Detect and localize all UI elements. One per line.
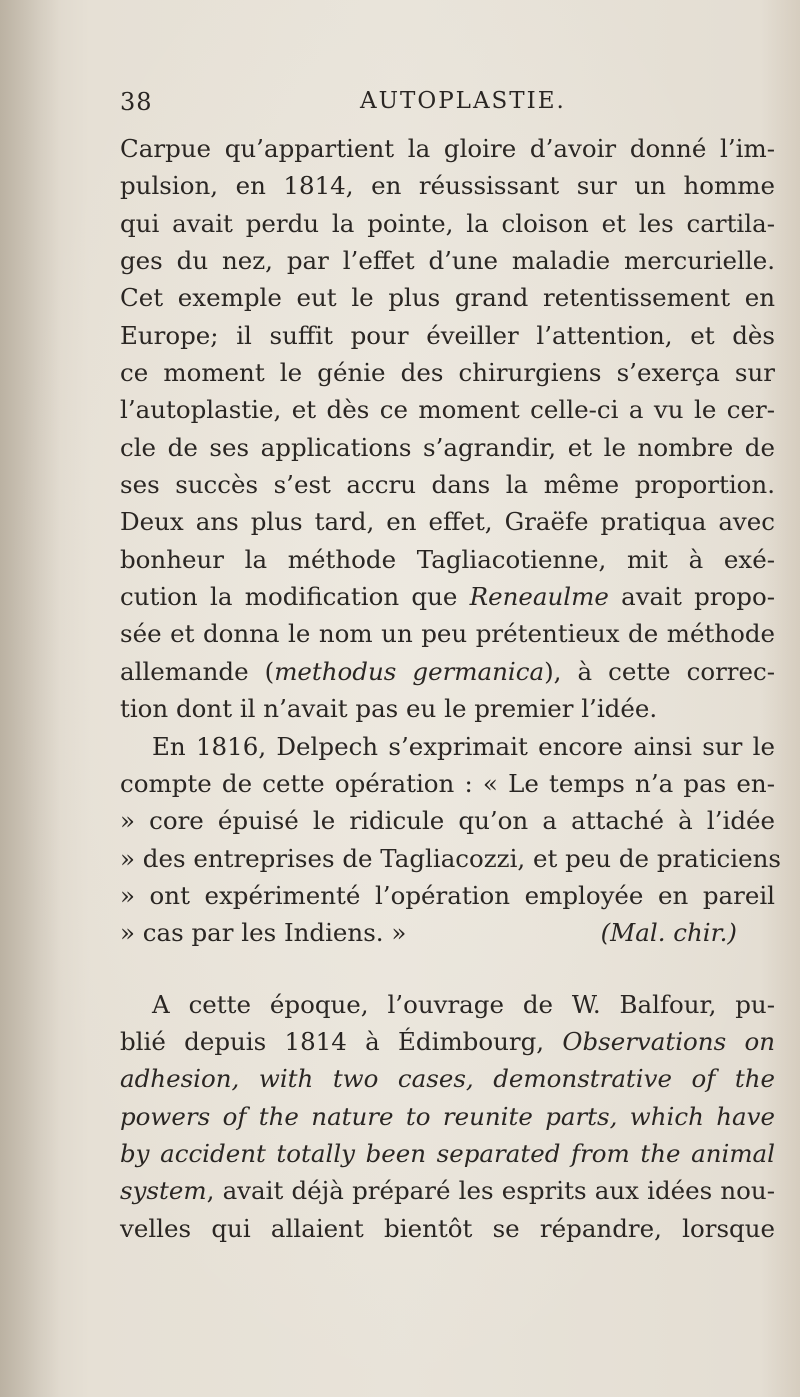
text-line [120, 1172, 775, 1209]
italic-name: Reneaulme [469, 582, 609, 612]
text-line: ses succès s’est accru dans la même proportion. [120, 470, 775, 500]
italic-latin: methodus germanica [274, 656, 545, 686]
text-line: Deux ans plus tard, en effet, Graëfe pratiqua avec [120, 507, 775, 537]
text-line [120, 914, 775, 951]
text-line [120, 1135, 775, 1172]
text-line: » ont expérimenté l’opération employée en pareil [120, 880, 775, 910]
italic-title: adhesion, with two cases, demonstrative of the [120, 1064, 775, 1094]
text-line: tion dont il n’avait pas eu le premier l’idée. [120, 694, 658, 724]
text-line: bonheur la méthode Tagliacotienne, mit à exé- [120, 544, 775, 574]
text-line: A cette époque, l’ouvrage de W. Balfour, pu- [152, 989, 775, 1019]
citation-reference: (Mal. chir.) [600, 918, 737, 948]
italic-title: by accident totally been separated from the animal [120, 1138, 775, 1168]
text-line: pulsion, en 1814, en réussissant sur un homme [120, 171, 775, 201]
italic-title: Observations on [562, 1026, 775, 1056]
text-line: Carpue qu’appartient la gloire d’avoir donné l’im- [120, 134, 775, 163]
text-line [120, 1098, 775, 1135]
text-line: Europe; il suffit pour éveiller l’attention, et dès [120, 320, 775, 350]
text-run: avait propo- [608, 582, 775, 612]
text-line: sée et donna le nom un peu prétentieux de méthode [120, 619, 775, 649]
text-line [120, 653, 775, 690]
text-line: ce moment le génie des chirurgiens s’exerça sur [120, 358, 775, 388]
text-line: ges du nez, par l’effet d’une maladie mercurielle. [120, 246, 775, 276]
text-line: compte de cette opération : « Le temps n’a pas en- [120, 768, 775, 798]
text-run: , avait déjà préparé les esprits aux idées nou- [206, 1176, 775, 1206]
italic-title: powers of the nature to reunite parts, which have [120, 1101, 775, 1131]
text-line [120, 1023, 775, 1060]
italic-title: system [120, 1176, 207, 1206]
text-line: » des entreprises de Tagliacozzi, et peu de praticiens [120, 843, 781, 873]
running-title: AUTOPLASTIE. [360, 88, 566, 114]
text-run: allemande ( [120, 656, 275, 686]
text-line: qui avait perdu la pointe, la cloison et les cartila- [120, 208, 775, 238]
text-line: cle de ses applications s’agrandir, et le nombre de [120, 432, 775, 462]
text-line: Cet exemple eut le plus grand retentissement en [120, 283, 775, 313]
text-run: blié depuis 1814 à Édimbourg, [120, 1026, 563, 1056]
running-head [120, 88, 780, 128]
text-line: En 1816, Delpech s’exprimait encore ainsi sur le [152, 731, 775, 761]
text-line: l’autoplastie, et dès ce moment celle-ci a vu le cer- [120, 395, 775, 425]
text-run: cution la modification que [120, 582, 470, 612]
text-run: ), à cette correc- [544, 656, 775, 686]
text-line: velles qui allaient bientôt se répandre, lorsque [120, 1213, 775, 1243]
text-line: » core épuisé le ridicule qu’on a attaché à l’idée [120, 806, 775, 836]
text-run: » cas par les Indiens. » [120, 918, 407, 948]
body-text [120, 130, 781, 1247]
page-number: 38 [120, 88, 153, 116]
text-line [120, 578, 775, 615]
text-line [120, 1060, 775, 1097]
